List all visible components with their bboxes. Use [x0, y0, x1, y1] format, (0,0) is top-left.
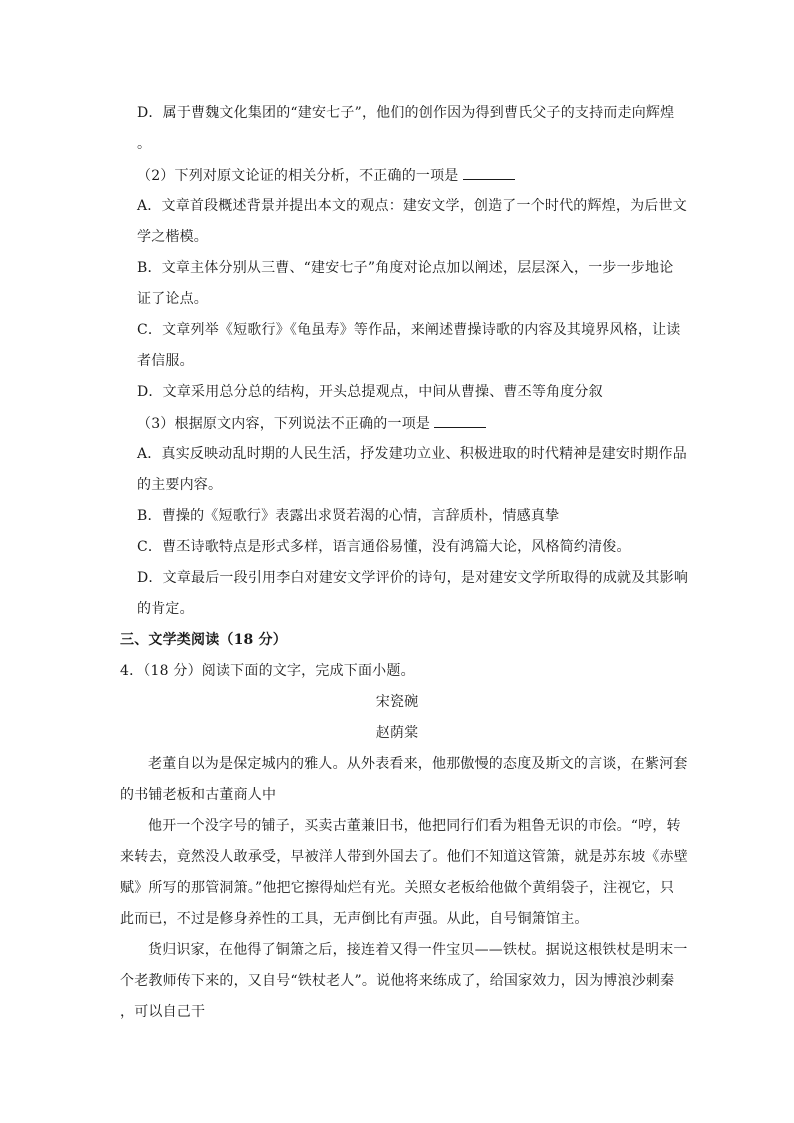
- passage-p1-line2: 的书铺老板和古董商人中: [120, 787, 277, 803]
- passage-title: 宋瓷碗: [375, 694, 419, 710]
- q3-stem-text: （3）根据原文内容，下列说法不正确的一项是: [137, 416, 431, 432]
- q3-option-c-line1: C．曹丕诗歌特点是形式多样，语言通俗易懂，没有鸿篇大论，风格简约清俊。: [137, 539, 631, 555]
- q3-option-b-line1: B．曹操的《短歌行》表露出求贤若渴的心情，言辞质朴，情感真挚: [137, 508, 560, 524]
- q3-option-d-line1: D．文章最后一段引用李白对建安文学评价的诗句，是对建安文学所取得的成就及其影响: [137, 570, 689, 586]
- q2-option-b-line1: B．文章主体分别从三曹、“建安七子”角度对论点加以阐述，层层深入，一步一步地论: [137, 260, 674, 276]
- q4-stem: 4．（18 分）阅读下面的文字，完成下面小题。: [120, 663, 415, 679]
- q2-option-a-line2: 学之楷模。: [137, 229, 208, 245]
- passage-p3-line2: 个老教师传下来的，又自号“铁杖老人”。说他将来练成了，给国家效力，因为博浪沙刺秦: [120, 973, 675, 989]
- passage-p2-line2: 来转去，竟然没人敢承受，早被洋人带到外国去了。他们不知道这管箫，就是苏东坡《赤壁: [120, 849, 688, 865]
- passage-p2-line1: 他开一个没字号的铺子，买卖古董兼旧书，他把同行们看为粗鲁无识的市侩。“哼，转: [148, 818, 681, 834]
- q2-stem: [137, 165, 515, 186]
- q2-option-d-line1: D．文章采用总分总的结构，开头总提观点，中间从曹操、曹丕等角度分叙: [137, 384, 603, 400]
- passage-p3-line3: ，可以自己干: [120, 1004, 206, 1020]
- q3-option-d-line2: 的肯定。: [137, 601, 194, 617]
- q3-option-a-line2: 的主要内容。: [137, 477, 223, 493]
- q2-option-b-line2: 证了论点。: [137, 291, 208, 307]
- q1-option-d-line1: D．属于曹魏文化集团的“建安七子”，他们的创作因为得到曹氏父子的支持而走向辉煌: [137, 105, 675, 121]
- passage-p1-line1: 老董自以为是保定城内的雅人。从外表看来，他那傲慢的态度及斯文的言谈，在紫河套: [148, 756, 688, 772]
- q3-answer-blank: [434, 413, 486, 428]
- q2-option-c-line1: C．文章列举《短歌行》《龟虽寿》等作品，来阐述曹操诗歌的内容及其境界风格，让读: [137, 322, 681, 338]
- q1-option-d-line2: 。: [137, 136, 152, 152]
- q2-answer-blank: [463, 165, 515, 180]
- section-heading: 三、文学类阅读（18 分）: [120, 632, 287, 648]
- passage-p2-line4: 此而已，不过是修身养性的工具，无声倒比有声强。从此，自号铜箫馆主。: [120, 911, 589, 927]
- q3-stem: [137, 413, 486, 434]
- q2-option-c-line2: 者信服。: [137, 353, 194, 369]
- q2-option-a-line1: A．文章首段概述背景并提出本文的观点：建安文学，创造了一个时代的辉煌，为后世文: [137, 198, 687, 214]
- q3-option-a-line1: A．真实反映动乱时期的人民生活，抒发建功立业、积极进取的时代精神是建安时期作品: [137, 446, 687, 462]
- passage-author: 赵荫棠: [375, 725, 419, 741]
- passage-p3-line1: 货归识家，在他得了铜箫之后，接连着又得一件宝贝——铁杖。据说这根铁杖是明末一: [148, 942, 688, 958]
- passage-p2-line3: 赋》所写的那管洞箫。”他把它擦得灿烂有光。关照女老板给他做个黄绢袋子，注视它，只: [120, 880, 675, 896]
- q2-stem-text: （2）下列对原文论证的相关分析，不正确的一项是: [137, 168, 459, 184]
